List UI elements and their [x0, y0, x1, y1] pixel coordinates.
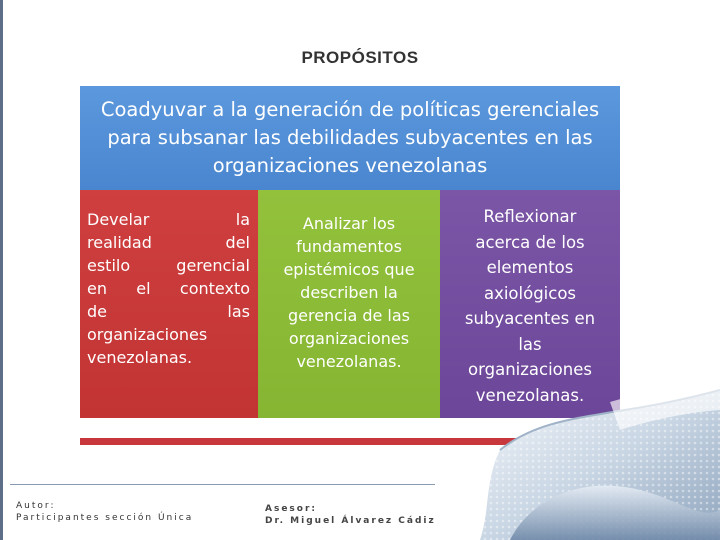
- author-value: Participantes sección Única: [16, 513, 194, 523]
- objective-card-analyze: [258, 190, 440, 418]
- card-word: el: [136, 279, 151, 298]
- advisor-value: Dr. Miguel Álvarez Cádiz: [265, 516, 436, 526]
- card-word: contexto: [179, 279, 250, 298]
- card-word: Develar: [87, 210, 150, 229]
- slide-title: PROPÓSITOS: [301, 48, 419, 67]
- author-label: Autor:: [16, 501, 56, 511]
- card-word: de: [87, 302, 107, 321]
- left-edge-rule: [0, 0, 3, 540]
- card-line: [87, 277, 250, 300]
- card-line: [87, 254, 250, 277]
- card-line: organizaciones: [87, 325, 208, 344]
- footer-advisor: [265, 503, 436, 527]
- card-word: del: [225, 233, 250, 252]
- card-line: [87, 231, 250, 254]
- footer-author: [16, 500, 193, 524]
- card-text: Reflexionar acerca de los elementos axiológicos subyacentes en las organizaciones venezolanas.: [464, 207, 596, 405]
- card-text: Analizar los fundamentos epistémicos que describen la gerencia de las organizaciones venezolanas.: [283, 214, 415, 371]
- card-word: gerencial: [176, 256, 250, 275]
- card-word: en: [87, 279, 107, 298]
- main-purpose-text: Coadyuvar a la generación de políticas gerenciales para subsanar las debilidades subyacentes en las organizaciones venezolanas: [100, 98, 600, 177]
- main-purpose-banner: [80, 86, 620, 190]
- card-line: [87, 300, 250, 323]
- card-word: realidad: [87, 233, 152, 252]
- card-word: estilo: [87, 256, 131, 275]
- card-line: [87, 208, 250, 231]
- objective-card-reveal: [80, 190, 258, 418]
- card-word: la: [235, 210, 250, 229]
- card-line: venezolanas.: [87, 348, 193, 367]
- advisor-label: Asesor:: [265, 504, 318, 514]
- card-word: las: [227, 302, 250, 321]
- footer-divider: [10, 484, 435, 485]
- decorative-wave-graphic: [440, 380, 720, 540]
